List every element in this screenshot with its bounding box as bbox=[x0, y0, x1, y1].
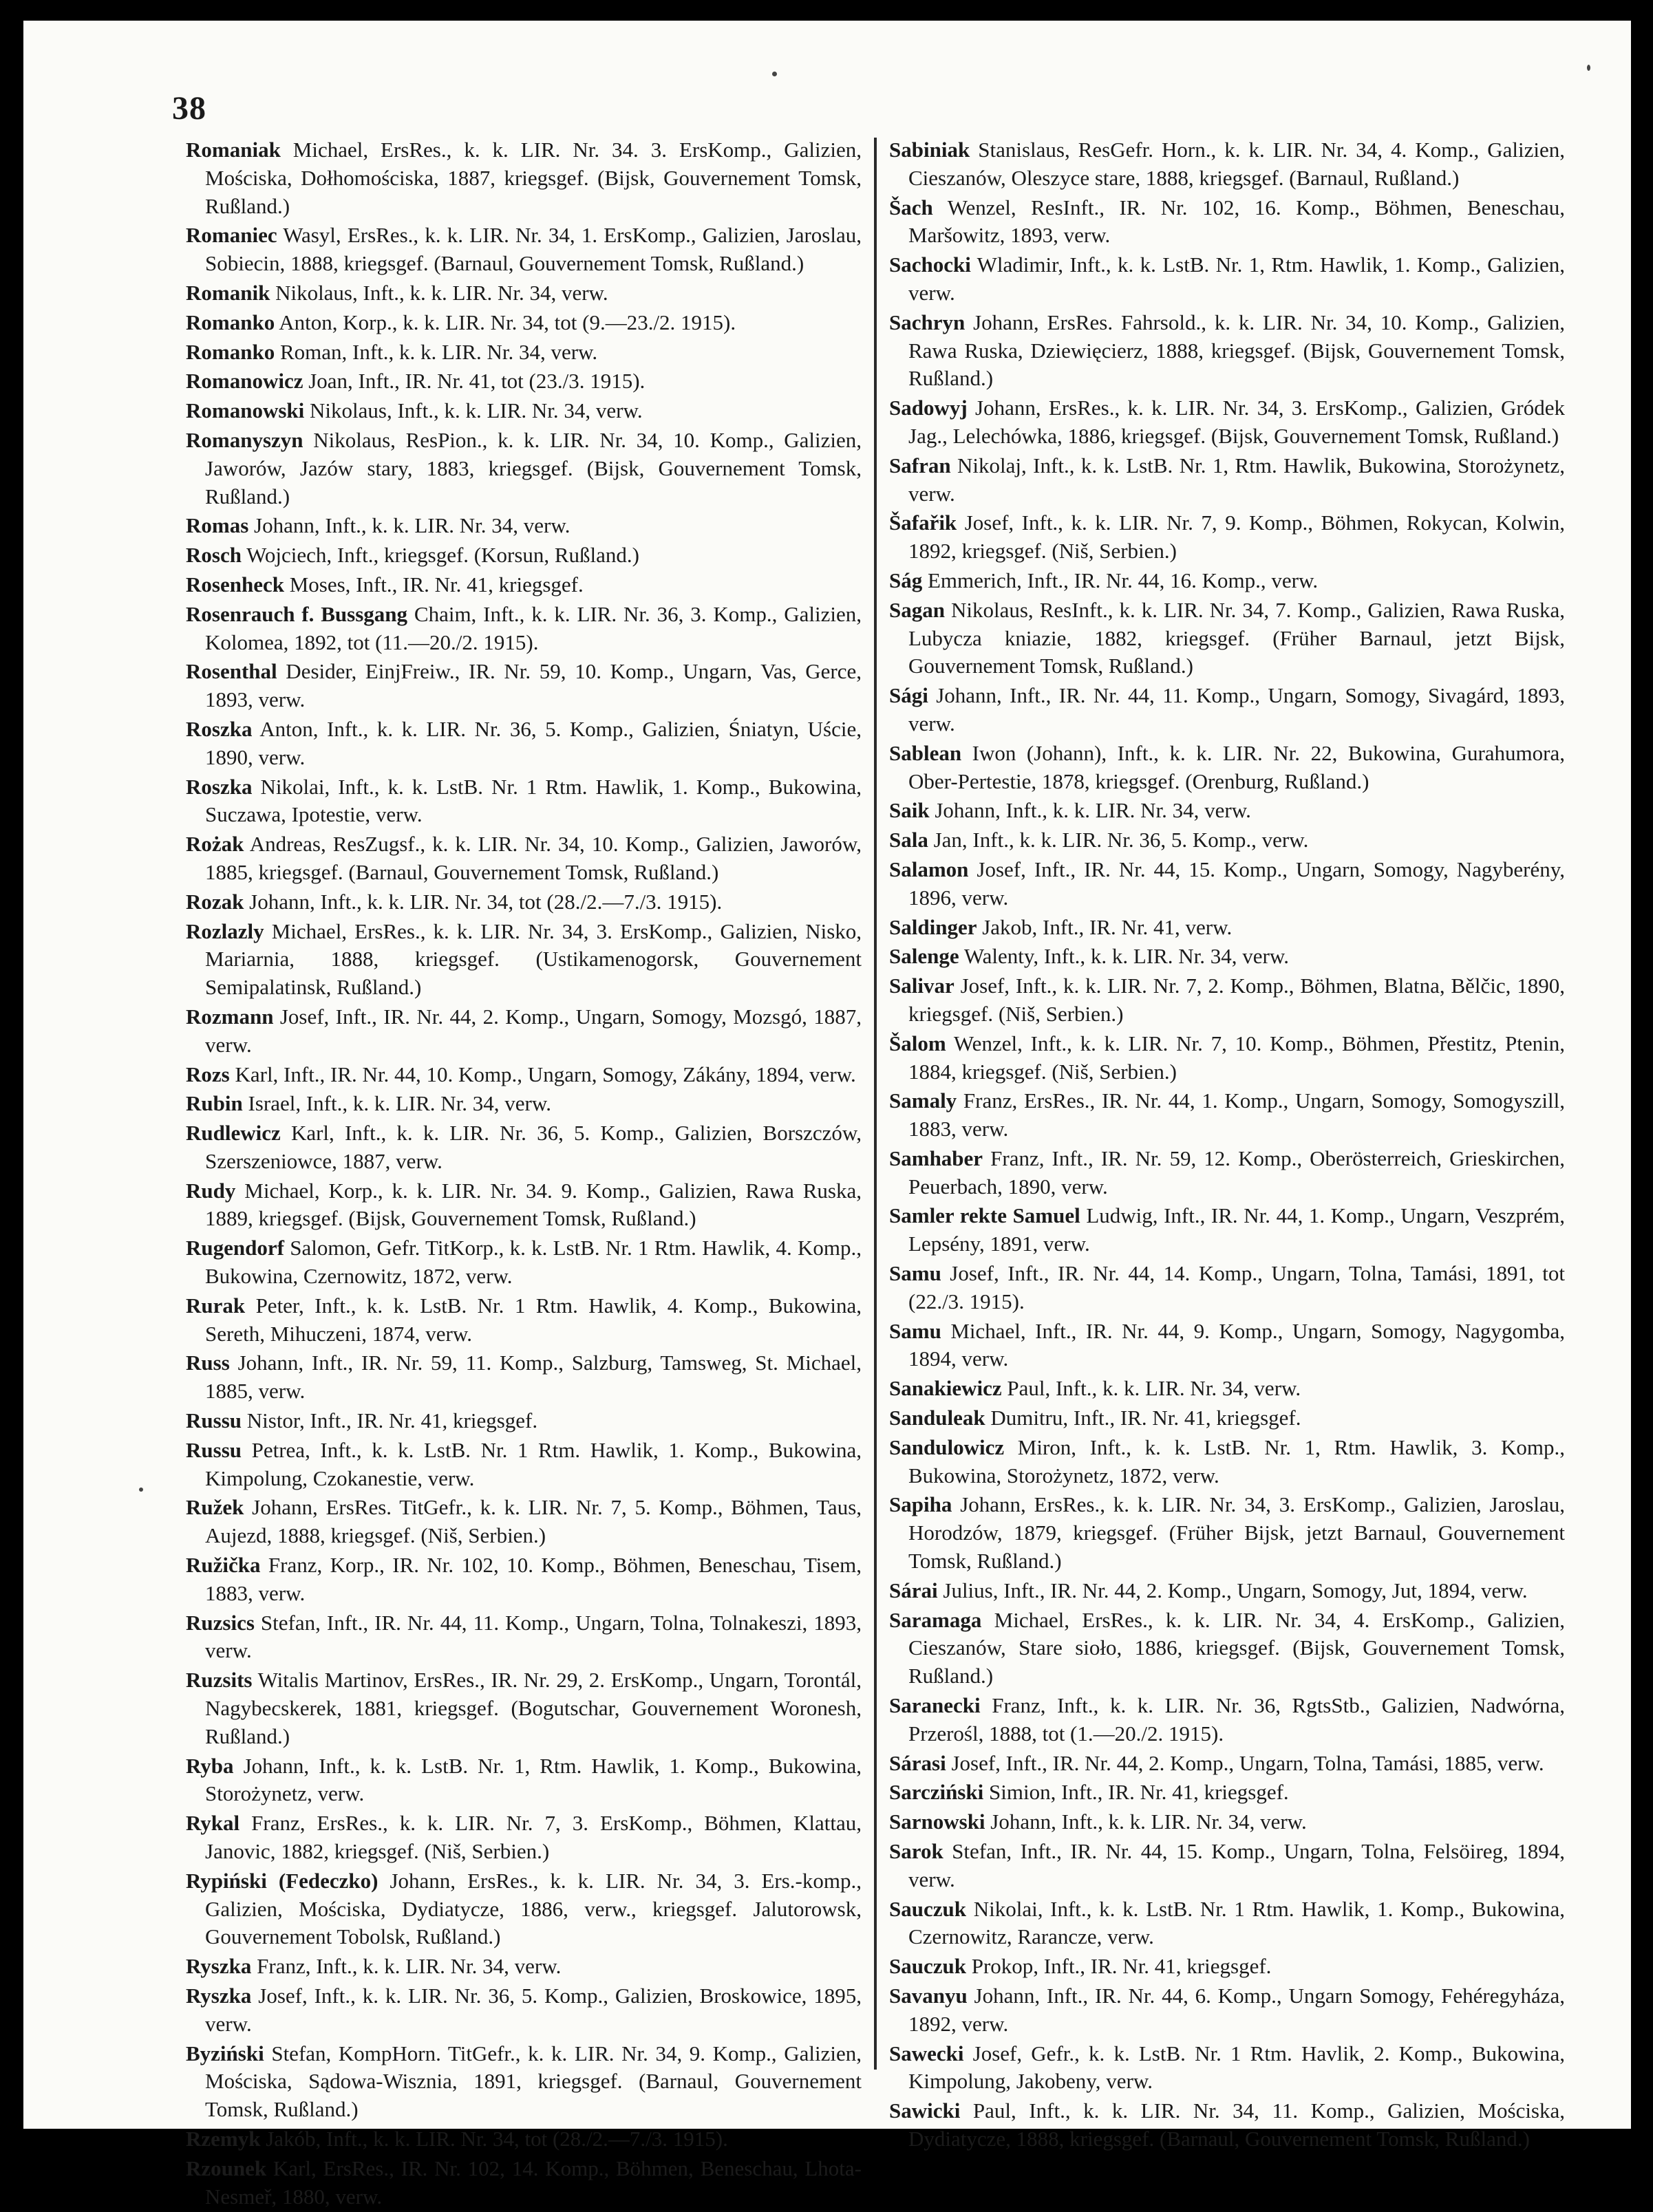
entry-details: Franz, Inft., k. k. LIR. Nr. 34, verw. bbox=[257, 1954, 562, 1979]
entry-details: Stefan, Inft., IR. Nr. 44, 15. Komp., Ungarn, Tolna, Felsöireg, 1894, verw. bbox=[908, 1839, 1566, 1891]
register-entry bbox=[186, 1234, 862, 1291]
entry-details: Michael, ErsRes., k. k. LIR. Nr. 34, 4. ErsKomp., Galizien, Cieszanów, Stare sioło, 1886, kriegsgef. (Bijsk, Gouvernement Tomsk, Rußland.) bbox=[908, 1607, 1566, 1688]
entry-details: Simion, Inft., IR. Nr. 41, kriegsgef. bbox=[988, 1780, 1289, 1805]
entry-surname: Rubin bbox=[186, 1091, 243, 1116]
entry-details: Josef, Inft., IR. Nr. 44, 15. Komp., Ungarn, Somogy, Nagyberény, 1896, verw. bbox=[908, 857, 1565, 910]
entry-details: Nikolaj, Inft., k. k. LstB. Nr. 1, Rtm. Hawlik, Bukowina, Storożynetz, verw. bbox=[908, 453, 1566, 506]
register-entry bbox=[186, 1752, 862, 1809]
entry-details: Roman, Inft., k. k. LIR. Nr. 34, verw. bbox=[279, 339, 598, 364]
register-entry bbox=[186, 309, 862, 337]
register-entry bbox=[889, 1318, 1565, 1374]
entry-details: Nikolai, Inft., k. k. LstB. Nr. 1 Rtm. Hawlik, 1. Komp., Bukowina, Czernowitz, Rarancze, verw. bbox=[908, 1896, 1565, 1949]
register-entry bbox=[889, 1953, 1565, 1981]
entry-details: Wladimir, Inft., k. k. LstB. Nr. 1, Rtm. Hawlik, 1. Komp., Galizien, verw. bbox=[908, 253, 1565, 305]
register-entry bbox=[889, 1087, 1565, 1143]
register-entry bbox=[889, 509, 1565, 566]
entry-surname: Rypiński (Fedeczko) bbox=[186, 1868, 378, 1893]
entry-surname: Šafařik bbox=[889, 511, 957, 535]
entry-details: Witalis Martinov, ErsRes., IR. Nr. 29, 2. ErsKomp., Ungarn, Torontál, Nagybecskerek, 1881, kriegsgef. (Bogutschar, Gouvernement Woronesh, Rußland.) bbox=[205, 1668, 862, 1748]
entry-surname: Ruzsics bbox=[186, 1610, 255, 1635]
entry-surname: Sawicki bbox=[889, 2098, 961, 2123]
register-entry bbox=[889, 597, 1565, 680]
entry-surname: Samu bbox=[889, 1261, 941, 1286]
register-entry bbox=[186, 1867, 862, 1951]
entry-surname: Sanduleak bbox=[889, 1406, 985, 1430]
register-entry bbox=[186, 427, 862, 511]
entry-surname: Šalom bbox=[889, 1031, 946, 1055]
entry-details: Josef, Inft., IR. Nr. 44, 2. Komp., Ungarn, Somogy, Mozsgó, 1887, verw. bbox=[205, 1004, 862, 1057]
entry-details: Johann, ErsRes., k. k. LIR. Nr. 34, 3. ErsKomp., Galizien, Jaroslau, Horodzów, 1879, kriegsgef. (Früher Bijsk, jetzt Barnaul, Gouvernement Tomsk, Rußland.) bbox=[908, 1492, 1565, 1574]
entry-surname: Rudy bbox=[186, 1178, 236, 1203]
register-entry bbox=[889, 251, 1565, 308]
entry-surname: Russu bbox=[186, 1437, 242, 1462]
entry-surname: Salenge bbox=[889, 944, 959, 969]
entry-surname: Rurak bbox=[186, 1293, 246, 1318]
register-entry bbox=[889, 1434, 1565, 1490]
register-entry bbox=[889, 1750, 1565, 1778]
entry-details: Andreas, ResZugsf., k. k. LIR. Nr. 34, 10. Komp., Galizien, Jaworów, 1885, kriegsgef. (Barnaul, Gouvernement Tomsk, Rußland.) bbox=[205, 832, 862, 884]
document-page bbox=[23, 21, 1631, 2209]
register-entry bbox=[889, 1982, 1565, 2039]
entry-details: Karl, ErsRes., IR. Nr. 102, 14. Komp., Böhmen, Beneschau, Lhota-Nesmeř, 1880, verw. bbox=[205, 2156, 862, 2209]
entry-details: Israel, Inft., k. k. LIR. Nr. 34, verw. bbox=[248, 1091, 551, 1116]
entry-details: Johann, ErsRes. TitGefr., k. k. LIR. Nr. 7, 5. Komp., Böhmen, Taus, Aujezd, 1888, kriegsgef. (Niš, Serbien.) bbox=[205, 1495, 862, 1548]
entry-details: Franz, ErsRes., IR. Nr. 44, 1. Komp., Ungarn, Somogy, Somogyszill, 1883, verw. bbox=[908, 1088, 1566, 1141]
register-entry bbox=[889, 1404, 1565, 1432]
entry-surname: Saik bbox=[889, 798, 930, 823]
entry-surname: Rosenthal bbox=[186, 659, 277, 684]
entry-details: Michael, Korp., k. k. LIR. Nr. 34. 9. Komp., Galizien, Rawa Ruska, 1889, kriegsgef. (Bijsk, Gouvernement Tomsk, Rußland.) bbox=[205, 1178, 862, 1231]
entry-surname: Romaniec bbox=[186, 223, 277, 248]
entry-details: Johann, Inft., k. k. LstB. Nr. 1, Rtm. Hawlik, 1. Komp., Bukowina, Storożynetz, verw. bbox=[205, 1753, 862, 1806]
entry-surname: Rozlazly bbox=[186, 919, 264, 943]
entry-surname: Sapiha bbox=[889, 1492, 952, 1517]
right-column bbox=[889, 136, 1565, 2155]
entry-details: Karl, Inft., k. k. LIR. Nr. 36, 5. Komp., Galizien, Borszczów, Szerszeniowce, 1887, verw. bbox=[205, 1121, 862, 1173]
entry-details: Prokop, Inft., IR. Nr. 41, kriegsgef. bbox=[971, 1954, 1272, 1979]
register-entry bbox=[889, 194, 1565, 250]
entry-details: Salomon, Gefr. TitKorp., k. k. LstB. Nr. 1 Rtm. Hawlik, 4. Komp., Bukowina, Czernowitz, 1872, verw. bbox=[205, 1236, 862, 1289]
register-entry bbox=[889, 1491, 1565, 1575]
entry-surname: Sagan bbox=[889, 597, 945, 622]
entry-surname: Ryszka bbox=[186, 1954, 252, 1979]
entry-details: Ludwig, Inft., IR. Nr. 44, 1. Komp., Ungarn, Veszprém, Lepsény, 1891, verw. bbox=[908, 1203, 1566, 1256]
entry-surname: Salamon bbox=[889, 857, 969, 881]
entry-details: Iwon (Johann), Inft., k. k. LIR. Nr. 22, Bukowina, Gurahumora, Ober-Pertestie, 1878, kriegsgef. (Orenburg, Rußland.) bbox=[908, 740, 1565, 793]
register-entry bbox=[186, 773, 862, 830]
register-entry bbox=[889, 1145, 1565, 1201]
register-entry bbox=[186, 1810, 862, 1866]
entry-surname: Rykal bbox=[186, 1811, 240, 1836]
entry-details: Jakob, Inft., IR. Nr. 41, verw. bbox=[982, 914, 1233, 939]
register-entry bbox=[186, 830, 862, 887]
entry-details: Johann, Inft., k. k. LIR. Nr. 34, tot (28./2.—7./3. 1915). bbox=[249, 889, 723, 914]
entry-details: Josef, Inft., IR. Nr. 44, 2. Komp., Ungarn, Tolna, Tamási, 1885, verw. bbox=[951, 1750, 1544, 1775]
entry-surname: Sárasi bbox=[889, 1750, 946, 1775]
entry-details: Josef, Inft., k. k. LIR. Nr. 36, 5. Komp., Galizien, Broskowice, 1895, verw. bbox=[205, 1984, 862, 2036]
entry-surname: Russ bbox=[186, 1351, 230, 1375]
register-entry bbox=[889, 682, 1565, 738]
register-entry bbox=[186, 2040, 862, 2124]
register-entry bbox=[889, 452, 1565, 508]
entry-surname: Sandulowicz bbox=[889, 1435, 1005, 1459]
register-entry bbox=[186, 2125, 862, 2154]
register-entry bbox=[889, 309, 1565, 393]
register-entry bbox=[186, 1407, 862, 1435]
entry-surname: Sarnowski bbox=[889, 1810, 985, 1834]
register-entry bbox=[186, 1494, 862, 1550]
entry-details: Julius, Inft., IR. Nr. 44, 2. Komp., Ungarn, Somogy, Jut, 1894, verw. bbox=[943, 1578, 1528, 1602]
entry-details: Franz, Korp., IR. Nr. 102, 10. Komp., Böhmen, Beneschau, Tisem, 1883, verw. bbox=[205, 1553, 862, 1605]
entry-details: Jan, Inft., k. k. LIR. Nr. 36, 5. Komp., verw. bbox=[933, 828, 1309, 852]
register-entry bbox=[889, 1202, 1565, 1258]
entry-details: Michael, ErsRes., k. k. LIR. Nr. 34, 3. ErsKomp., Galizien, Nisko, Mariarnia, 1888, kriegsgef. (Ustikamenogorsk, Gouvernement Semipalatinsk, Rußland.) bbox=[205, 919, 862, 1000]
entry-surname: Sablean bbox=[889, 740, 962, 765]
register-entry bbox=[186, 888, 862, 916]
entry-details: Nikolai, Inft., k. k. LstB. Nr. 1 Rtm. Hawlik, 1. Komp., Bukowina, Suczawa, Ipotestie, verw. bbox=[205, 774, 862, 827]
entry-surname: Rozak bbox=[186, 889, 244, 914]
register-entry bbox=[186, 1090, 862, 1118]
entry-details: Paul, Inft., k. k. LIR. Nr. 34, verw. bbox=[1007, 1376, 1301, 1401]
entry-surname: Saramaga bbox=[889, 1607, 982, 1632]
entry-details: Stefan, Inft., IR. Nr. 44, 11. Komp., Ungarn, Tolna, Tolnakeszi, 1893, verw. bbox=[205, 1610, 862, 1663]
entry-surname: Sarcziński bbox=[889, 1780, 984, 1805]
entry-surname: Romanko bbox=[186, 310, 275, 334]
register-entry bbox=[186, 1177, 862, 1234]
entry-details: Stefan, KompHorn. TitGefr., k. k. LIR. Nr. 34, 9. Komp., Galizien, Mościska, Sądowa-Wisznia, 1891, kriegsgef. (Barnaul, Gouvernement Tomsk, Rußland.) bbox=[205, 2041, 862, 2122]
entry-details: Nistor, Inft., IR. Nr. 41, kriegsgef. bbox=[246, 1408, 538, 1433]
entry-details: Johann, Inft., IR. Nr. 44, 11. Komp., Ungarn, Somogy, Sivagárd, 1893, verw. bbox=[908, 683, 1565, 735]
scan-speck bbox=[1587, 65, 1590, 71]
entry-surname: Romaniak bbox=[186, 138, 281, 162]
entry-details: Miron, Inft., k. k. LstB. Nr. 1, Rtm. Hawlik, 3. Komp., Bukowina, Storożynetz, 1872, verw. bbox=[908, 1435, 1566, 1488]
register-entry bbox=[186, 1061, 862, 1089]
entry-surname: Sawecki bbox=[889, 2041, 964, 2065]
entry-surname: Rugendorf bbox=[186, 1236, 284, 1260]
register-entry bbox=[889, 797, 1565, 825]
register-entry bbox=[186, 601, 862, 657]
entry-surname: Salivar bbox=[889, 974, 955, 998]
entry-details: Michael, ErsRes., k. k. LIR. Nr. 34. 3. ErsKomp., Galizien, Mościska, Dołhomościska, 1887, kriegsgef. (Bijsk, Gouvernement Tomsk, Rußland.) bbox=[205, 138, 862, 218]
register-entry bbox=[186, 918, 862, 1002]
entry-surname: Savanyu bbox=[889, 1984, 968, 2008]
entry-surname: Russu bbox=[186, 1408, 242, 1433]
entry-details: Josef, Gefr., k. k. LstB. Nr. 1 Rtm. Havlik, 2. Komp., Bukowina, Kimpolung, Jakobeny, verw. bbox=[908, 2041, 1566, 2094]
entry-surname: Byziński bbox=[186, 2041, 264, 2065]
register-entry bbox=[889, 2097, 1565, 2154]
register-entry bbox=[186, 279, 862, 308]
register-entry bbox=[186, 1953, 862, 1981]
register-entry bbox=[186, 367, 862, 396]
register-entry bbox=[889, 914, 1565, 942]
entry-surname: Sauczuk bbox=[889, 1954, 966, 1979]
register-entry bbox=[889, 1260, 1565, 1316]
register-entry bbox=[889, 1607, 1565, 1690]
entry-surname: Roszka bbox=[186, 774, 253, 799]
entry-details: Josef, Inft., IR. Nr. 44, 14. Komp., Ungarn, Tolna, Tamási, 1891, tot (22./3. 1915). bbox=[908, 1261, 1565, 1313]
register-entry bbox=[186, 222, 862, 278]
entry-details: Josef, Inft., k. k. LIR. Nr. 7, 9. Komp., Böhmen, Rokycan, Kolwin, 1892, kriegsgef. (Niš, Serbien.) bbox=[908, 511, 1565, 563]
entry-details: Walenty, Inft., k. k. LIR. Nr. 34, verw. bbox=[963, 944, 1289, 969]
entry-details: Paul, Inft., k. k. LIR. Nr. 34, 11. Komp., Galizien, Mościska, Dydiatycze, 1888, kriegsgef. (Barnaul, Gouvernement Tomsk, Rußland.) bbox=[908, 2098, 1566, 2151]
register-entry bbox=[186, 1292, 862, 1349]
register-entry bbox=[186, 136, 862, 220]
entry-details: Michael, Inft., IR. Nr. 44, 9. Komp., Ungarn, Somogy, Nagygomba, 1894, verw. bbox=[908, 1318, 1566, 1371]
entry-details: Jakób, Inft., k. k. LIR. Nr. 34, tot (28./2.—7./3. 1915). bbox=[266, 2126, 728, 2151]
register-entry bbox=[186, 541, 862, 570]
register-entry bbox=[889, 1577, 1565, 1605]
register-entry bbox=[889, 856, 1565, 912]
entry-details: Chaim, Inft., k. k. LIR. Nr. 36, 3. Komp., Galizien, Kolomea, 1892, tot (11.—20./2. 1915). bbox=[205, 601, 862, 654]
entry-surname: Rudlewicz bbox=[186, 1121, 281, 1146]
register-entry bbox=[889, 972, 1565, 1029]
entry-details: Nikolaus, ResPion., k. k. LIR. Nr. 34, 10. Komp., Galizien, Jaworów, Jazów stary, 1883, kriegsgef. (Bijsk, Gouvernement Tomsk, Rußland.) bbox=[205, 427, 862, 508]
register-entry bbox=[186, 1609, 862, 1666]
register-entry bbox=[186, 1437, 862, 1493]
entry-surname: Saranecki bbox=[889, 1693, 981, 1718]
entry-details: Karl, Inft., IR. Nr. 44, 10. Komp., Ungarn, Somogy, Zákány, 1894, verw. bbox=[235, 1062, 856, 1086]
entry-details: Franz, ErsRes., k. k. LIR. Nr. 7, 3. ErsKomp., Böhmen, Klattau, Janovic, 1882, kriegsgef. (Niš, Serbien.) bbox=[205, 1811, 862, 1864]
register-entry bbox=[186, 716, 862, 772]
register-entry bbox=[186, 1982, 862, 2039]
entry-details: Johann, Inft., k. k. LIR. Nr. 34, verw. bbox=[935, 798, 1251, 823]
entry-details: Wenzel, ResInft., IR. Nr. 102, 16. Komp., Böhmen, Beneschau, Maršowitz, 1893, verw. bbox=[908, 195, 1565, 248]
entry-details: Nikolaus, ResInft., k. k. LIR. Nr. 34, 7. Komp., Galizien, Rawa Ruska, Lubycza kniazie, 1882, kriegsgef. (Früher Barnaul, jetzt Bijsk, Gouvernement Tomsk, Rußland.) bbox=[908, 597, 1566, 678]
entry-surname: Ružička bbox=[186, 1553, 261, 1578]
entry-surname: Romanko bbox=[186, 339, 275, 364]
entry-surname: Sárai bbox=[889, 1578, 938, 1602]
register-entry bbox=[889, 567, 1565, 595]
register-entry bbox=[889, 394, 1565, 451]
column-divider-rule bbox=[874, 138, 877, 2070]
entry-surname: Safran bbox=[889, 453, 951, 477]
entry-surname: Sachocki bbox=[889, 253, 971, 277]
entry-details: Johann, Inft., IR. Nr. 59, 11. Komp., Salzburg, Tamsweg, St. Michael, 1885, verw. bbox=[205, 1351, 862, 1404]
entry-surname: Ryszka bbox=[186, 1984, 252, 2008]
entry-surname: Ružek bbox=[186, 1495, 244, 1520]
entry-details: Desider, EinjFreiw., IR. Nr. 59, 10. Komp., Ungarn, Vas, Gerce, 1893, verw. bbox=[205, 659, 862, 712]
register-entry bbox=[186, 658, 862, 714]
entry-surname: Rosenrauch f. Bussgang bbox=[186, 601, 408, 626]
entry-surname: Šach bbox=[889, 195, 933, 219]
entry-surname: Roszka bbox=[186, 716, 253, 741]
entry-surname: Rozmann bbox=[186, 1004, 274, 1029]
entry-details: Emmerich, Inft., IR. Nr. 44, 16. Komp., verw. bbox=[928, 568, 1319, 592]
register-entry bbox=[889, 1030, 1565, 1086]
entry-surname: Ryba bbox=[186, 1753, 234, 1778]
entry-surname: Samaly bbox=[889, 1088, 957, 1113]
entry-surname: Romanowski bbox=[186, 398, 305, 423]
register-entry bbox=[186, 1551, 862, 1608]
entry-details: Wasyl, ErsRes., k. k. LIR. Nr. 34, 1. ErsKomp., Galizien, Jaroslau, Sobiecin, 1888, kriegsgef. (Barnaul, Gouvernement Tomsk, Rußland.) bbox=[205, 223, 862, 276]
entry-surname: Samhaber bbox=[889, 1146, 983, 1170]
register-entry bbox=[889, 826, 1565, 855]
entry-surname: Rozs bbox=[186, 1062, 230, 1086]
entry-surname: Rożak bbox=[186, 832, 244, 857]
register-entry bbox=[186, 397, 862, 425]
register-entry bbox=[186, 1003, 862, 1060]
entry-surname: Ruzsits bbox=[186, 1668, 253, 1693]
register-entry bbox=[186, 1666, 862, 1750]
entry-surname: Sabiniak bbox=[889, 138, 970, 162]
entry-surname: Romanik bbox=[186, 280, 270, 305]
register-entry bbox=[889, 1375, 1565, 1403]
entry-surname: Sanakiewicz bbox=[889, 1376, 1002, 1401]
register-entry bbox=[186, 512, 862, 540]
entry-details: Johann, Inft., k. k. LIR. Nr. 34, verw. bbox=[254, 513, 570, 538]
entry-surname: Rosch bbox=[186, 543, 242, 568]
register-entry bbox=[889, 740, 1565, 796]
register-entry bbox=[186, 1349, 862, 1406]
entry-surname: Rzounek bbox=[186, 2156, 267, 2180]
register-entry bbox=[889, 1808, 1565, 1836]
register-entry bbox=[186, 1119, 862, 1176]
entry-surname: Sala bbox=[889, 828, 928, 852]
entry-surname: Sauczuk bbox=[889, 1896, 966, 1921]
entry-details: Wenzel, Inft., k. k. LIR. Nr. 7, 10. Komp., Böhmen, Přestitz, Ptenin, 1884, kriegsgef. (Niš, Serbien.) bbox=[908, 1031, 1565, 1084]
entry-details: Johann, ErsRes. Fahrsold., k. k. LIR. Nr. 34, 10. Komp., Galizien, Rawa Ruska, Dziewięcierz, 1888, kriegsgef. (Bijsk, Gouvernement Tomsk, Rußland.) bbox=[908, 310, 1565, 391]
entry-details: Stanislaus, ResGefr. Horn., k. k. LIR. Nr. 34, 4. Komp., Galizien, Cieszanów, Oleszyce stare, 1888, kriegsgef. (Barnaul, Rußland.) bbox=[908, 138, 1565, 190]
entry-surname: Sachryn bbox=[889, 310, 966, 334]
entry-surname: Rosenheck bbox=[186, 572, 284, 597]
register-entry bbox=[889, 2040, 1565, 2096]
entry-details: Anton, Inft., k. k. LIR. Nr. 36, 5. Komp., Galizien, Śniatyn, Uście, 1890, verw. bbox=[205, 716, 862, 769]
entry-surname: Romas bbox=[186, 513, 249, 538]
scan-speck bbox=[772, 72, 777, 76]
entry-surname: Samu bbox=[889, 1318, 941, 1343]
entry-surname: Saldinger bbox=[889, 914, 977, 939]
entry-details: Petrea, Inft., k. k. LstB. Nr. 1 Rtm. Hawlik, 1. Komp., Bukowina, Kimpolung, Czokanestie, verw. bbox=[205, 1437, 862, 1490]
register-entry bbox=[889, 1779, 1565, 1807]
entry-surname: Rzemyk bbox=[186, 2126, 261, 2151]
entry-details: Peter, Inft., k. k. LstB. Nr. 1 Rtm. Hawlik, 4. Komp., Bukowina, Sereth, Mihuczeni, 1874, verw. bbox=[205, 1293, 862, 1346]
register-entry bbox=[889, 1692, 1565, 1748]
entry-surname: Sadowyj bbox=[889, 396, 968, 420]
entry-details: Nikolaus, Inft., k. k. LIR. Nr. 34, verw. bbox=[275, 280, 608, 305]
entry-details: Franz, Inft., IR. Nr. 59, 12. Komp., Oberösterreich, Grieskirchen, Peuerbach, 1890, verw. bbox=[908, 1146, 1565, 1199]
entry-details: Johann, ErsRes., k. k. LIR. Nr. 34, 3. Ers.-komp., Galizien, Mościska, Dydiatycze, 1886, verw., kriegsgef. Jalutorowsk, Gouvernement Tobolsk, Rußland.) bbox=[205, 1868, 862, 1949]
register-entry bbox=[889, 1838, 1565, 1894]
entry-surname: Ság bbox=[889, 568, 923, 592]
register-entry bbox=[186, 339, 862, 367]
register-entry bbox=[889, 1896, 1565, 1952]
register-entry bbox=[186, 571, 862, 599]
entry-surname: Romanyszyn bbox=[186, 427, 303, 452]
entry-surname: Sarok bbox=[889, 1839, 943, 1864]
register-entry bbox=[889, 943, 1565, 971]
entry-details: Moses, Inft., IR. Nr. 41, kriegsgef. bbox=[289, 572, 584, 597]
entry-details: Franz, Inft., k. k. LIR. Nr. 36, RgtsStb., Galizien, Nadwórna, Przerośl, 1888, tot (1.—20./2. 1915). bbox=[908, 1693, 1565, 1746]
page-number: 38 bbox=[172, 90, 206, 127]
entry-surname: Sági bbox=[889, 683, 928, 708]
entry-details: Johann, Inft., k. k. LIR. Nr. 34, verw. bbox=[990, 1810, 1307, 1834]
entry-details: Joan, Inft., IR. Nr. 41, tot (23./3. 1915). bbox=[308, 369, 646, 394]
entry-details: Wojciech, Inft., kriegsgef. (Korsun, Rußland.) bbox=[246, 543, 640, 568]
entry-details: Johann, Inft., IR. Nr. 44, 6. Komp., Ungarn Somogy, Fehéregyháza, 1892, verw. bbox=[908, 1984, 1566, 2036]
scan-speck bbox=[139, 1488, 143, 1492]
entry-details: Johann, ErsRes., k. k. LIR. Nr. 34, 3. ErsKomp., Galizien, Gródek Jag., Lelechówka, 1886, kriegsgef. (Bijsk, Gouvernement Tomsk, Rußland.) bbox=[908, 396, 1565, 448]
entry-details: Dumitru, Inft., IR. Nr. 41, kriegsgef. bbox=[990, 1406, 1301, 1430]
entry-details: Anton, Korp., k. k. LIR. Nr. 34, tot (9.—23./2. 1915). bbox=[279, 310, 736, 334]
register-entry bbox=[889, 136, 1565, 193]
left-column bbox=[186, 136, 862, 2212]
entry-surname: Samler rekte Samuel bbox=[889, 1203, 1080, 1228]
entry-details: Josef, Inft., k. k. LIR. Nr. 7, 2. Komp., Böhmen, Blatna, Bělčic, 1890, kriegsgef. (Niš, Serbien.) bbox=[908, 974, 1565, 1026]
entry-details: Nikolaus, Inft., k. k. LIR. Nr. 34, verw. bbox=[310, 398, 643, 423]
entry-surname: Romanowicz bbox=[186, 369, 303, 394]
register-entry bbox=[186, 2155, 862, 2211]
